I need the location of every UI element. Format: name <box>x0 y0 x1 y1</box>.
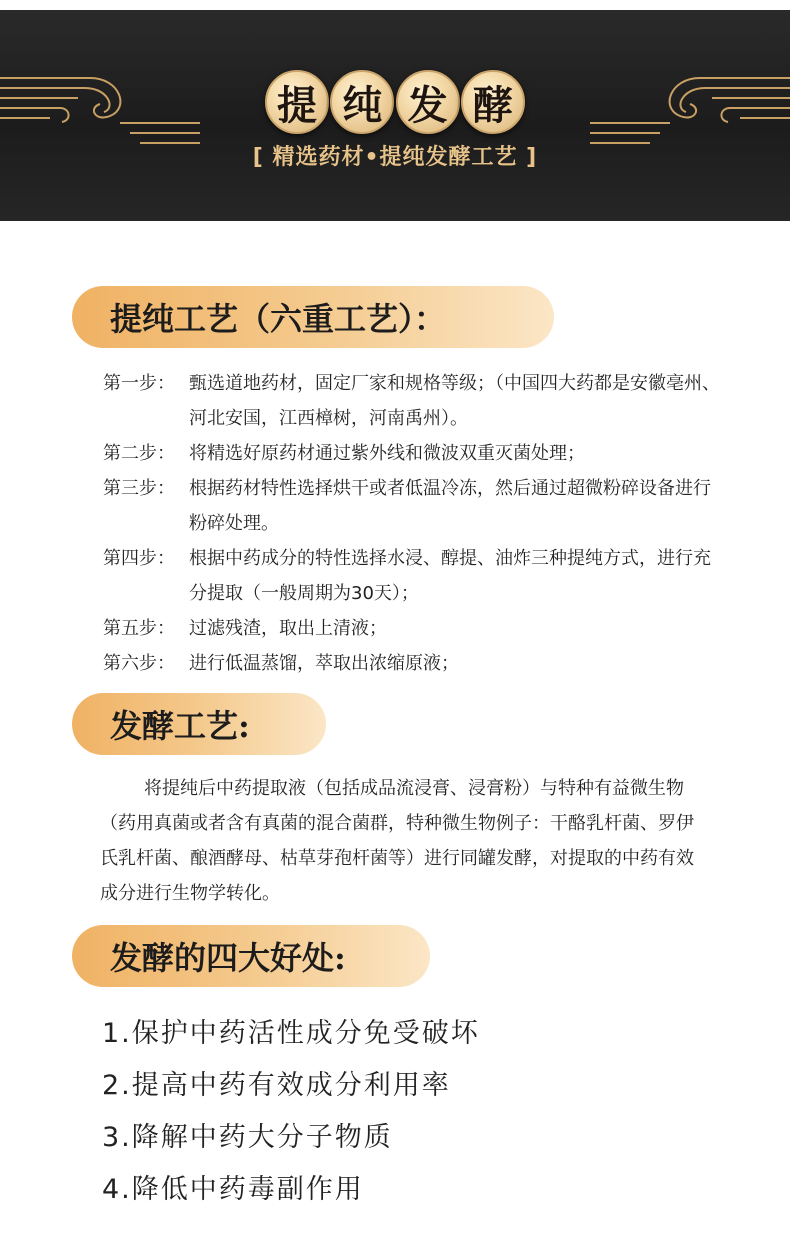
subtitle: [ 精选药材•提纯发酵工艺 ] <box>252 145 538 170</box>
fermentation-heading: 发酵工艺: <box>72 693 326 755</box>
benefits-heading: 发酵的四大好处: <box>72 925 430 987</box>
step-text: 将精选好原药材通过紫外线和微波双重灭菌处理； <box>189 443 585 464</box>
step-label: 第一步： <box>103 373 175 394</box>
benefit-item-3: 3.降解中药大分子物质 <box>102 1122 393 1153</box>
header-banner <box>0 10 790 221</box>
step-4 <box>103 541 723 611</box>
main-title <box>265 70 525 140</box>
purification-steps <box>103 366 723 681</box>
step-label: 第五步： <box>103 618 175 639</box>
title-char-1: 提 <box>265 70 329 134</box>
step-5 <box>103 611 723 646</box>
benefit-item-4: 4.降低中药毒副作用 <box>102 1174 364 1205</box>
step-label: 第六步： <box>103 653 175 674</box>
step-text: 根据中药成分的特性选择水浸、醇提、油炸三种提纯方式，进行充分提取（一般周期为30天）； <box>189 548 711 604</box>
left-wave-ornament <box>0 68 200 148</box>
step-text: 进行低温蒸馏，萃取出浓缩原液； <box>189 653 459 674</box>
title-char-2: 纯 <box>330 70 394 134</box>
right-wave-ornament <box>590 68 790 148</box>
benefit-item-1: 1.保护中药活性成分免受破坏 <box>102 1018 480 1049</box>
title-char-4: 酵 <box>461 70 525 134</box>
step-text: 过滤残渣，取出上清液； <box>189 618 387 639</box>
step-text: 根据药材特性选择烘干或者低温冷冻，然后通过超微粉碎设备进行粉碎处理。 <box>189 478 711 534</box>
step-label: 第四步： <box>103 548 175 569</box>
step-1 <box>103 366 723 436</box>
title-char-3: 发 <box>396 70 460 134</box>
step-text: 甄选道地药材，固定厂家和规格等级；（中国四大药都是安徽亳州、河北安国，江西樟树，河南禹州）。 <box>189 373 720 429</box>
step-2 <box>103 436 723 471</box>
step-3 <box>103 471 723 541</box>
benefit-item-2: 2.提高中药有效成分利用率 <box>102 1070 451 1101</box>
step-label: 第二步： <box>103 443 175 464</box>
fermentation-paragraph: 将提纯后中药提取液（包括成品流浸膏、浸膏粉）与特种有益微生物（药用真菌或者含有真菌的混合菌群，特种微生物例子：干酪乳杆菌、罗伊氏乳杆菌、酿酒酵母、枯草芽孢杆菌等）进行同罐发酵，对提取的中药有效成分进行生物学转化。 <box>100 778 694 904</box>
step-6 <box>103 646 723 681</box>
step-label: 第三步： <box>103 478 175 499</box>
purification-heading: 提纯工艺（六重工艺）： <box>72 286 554 348</box>
benefits-list <box>102 1008 480 1216</box>
